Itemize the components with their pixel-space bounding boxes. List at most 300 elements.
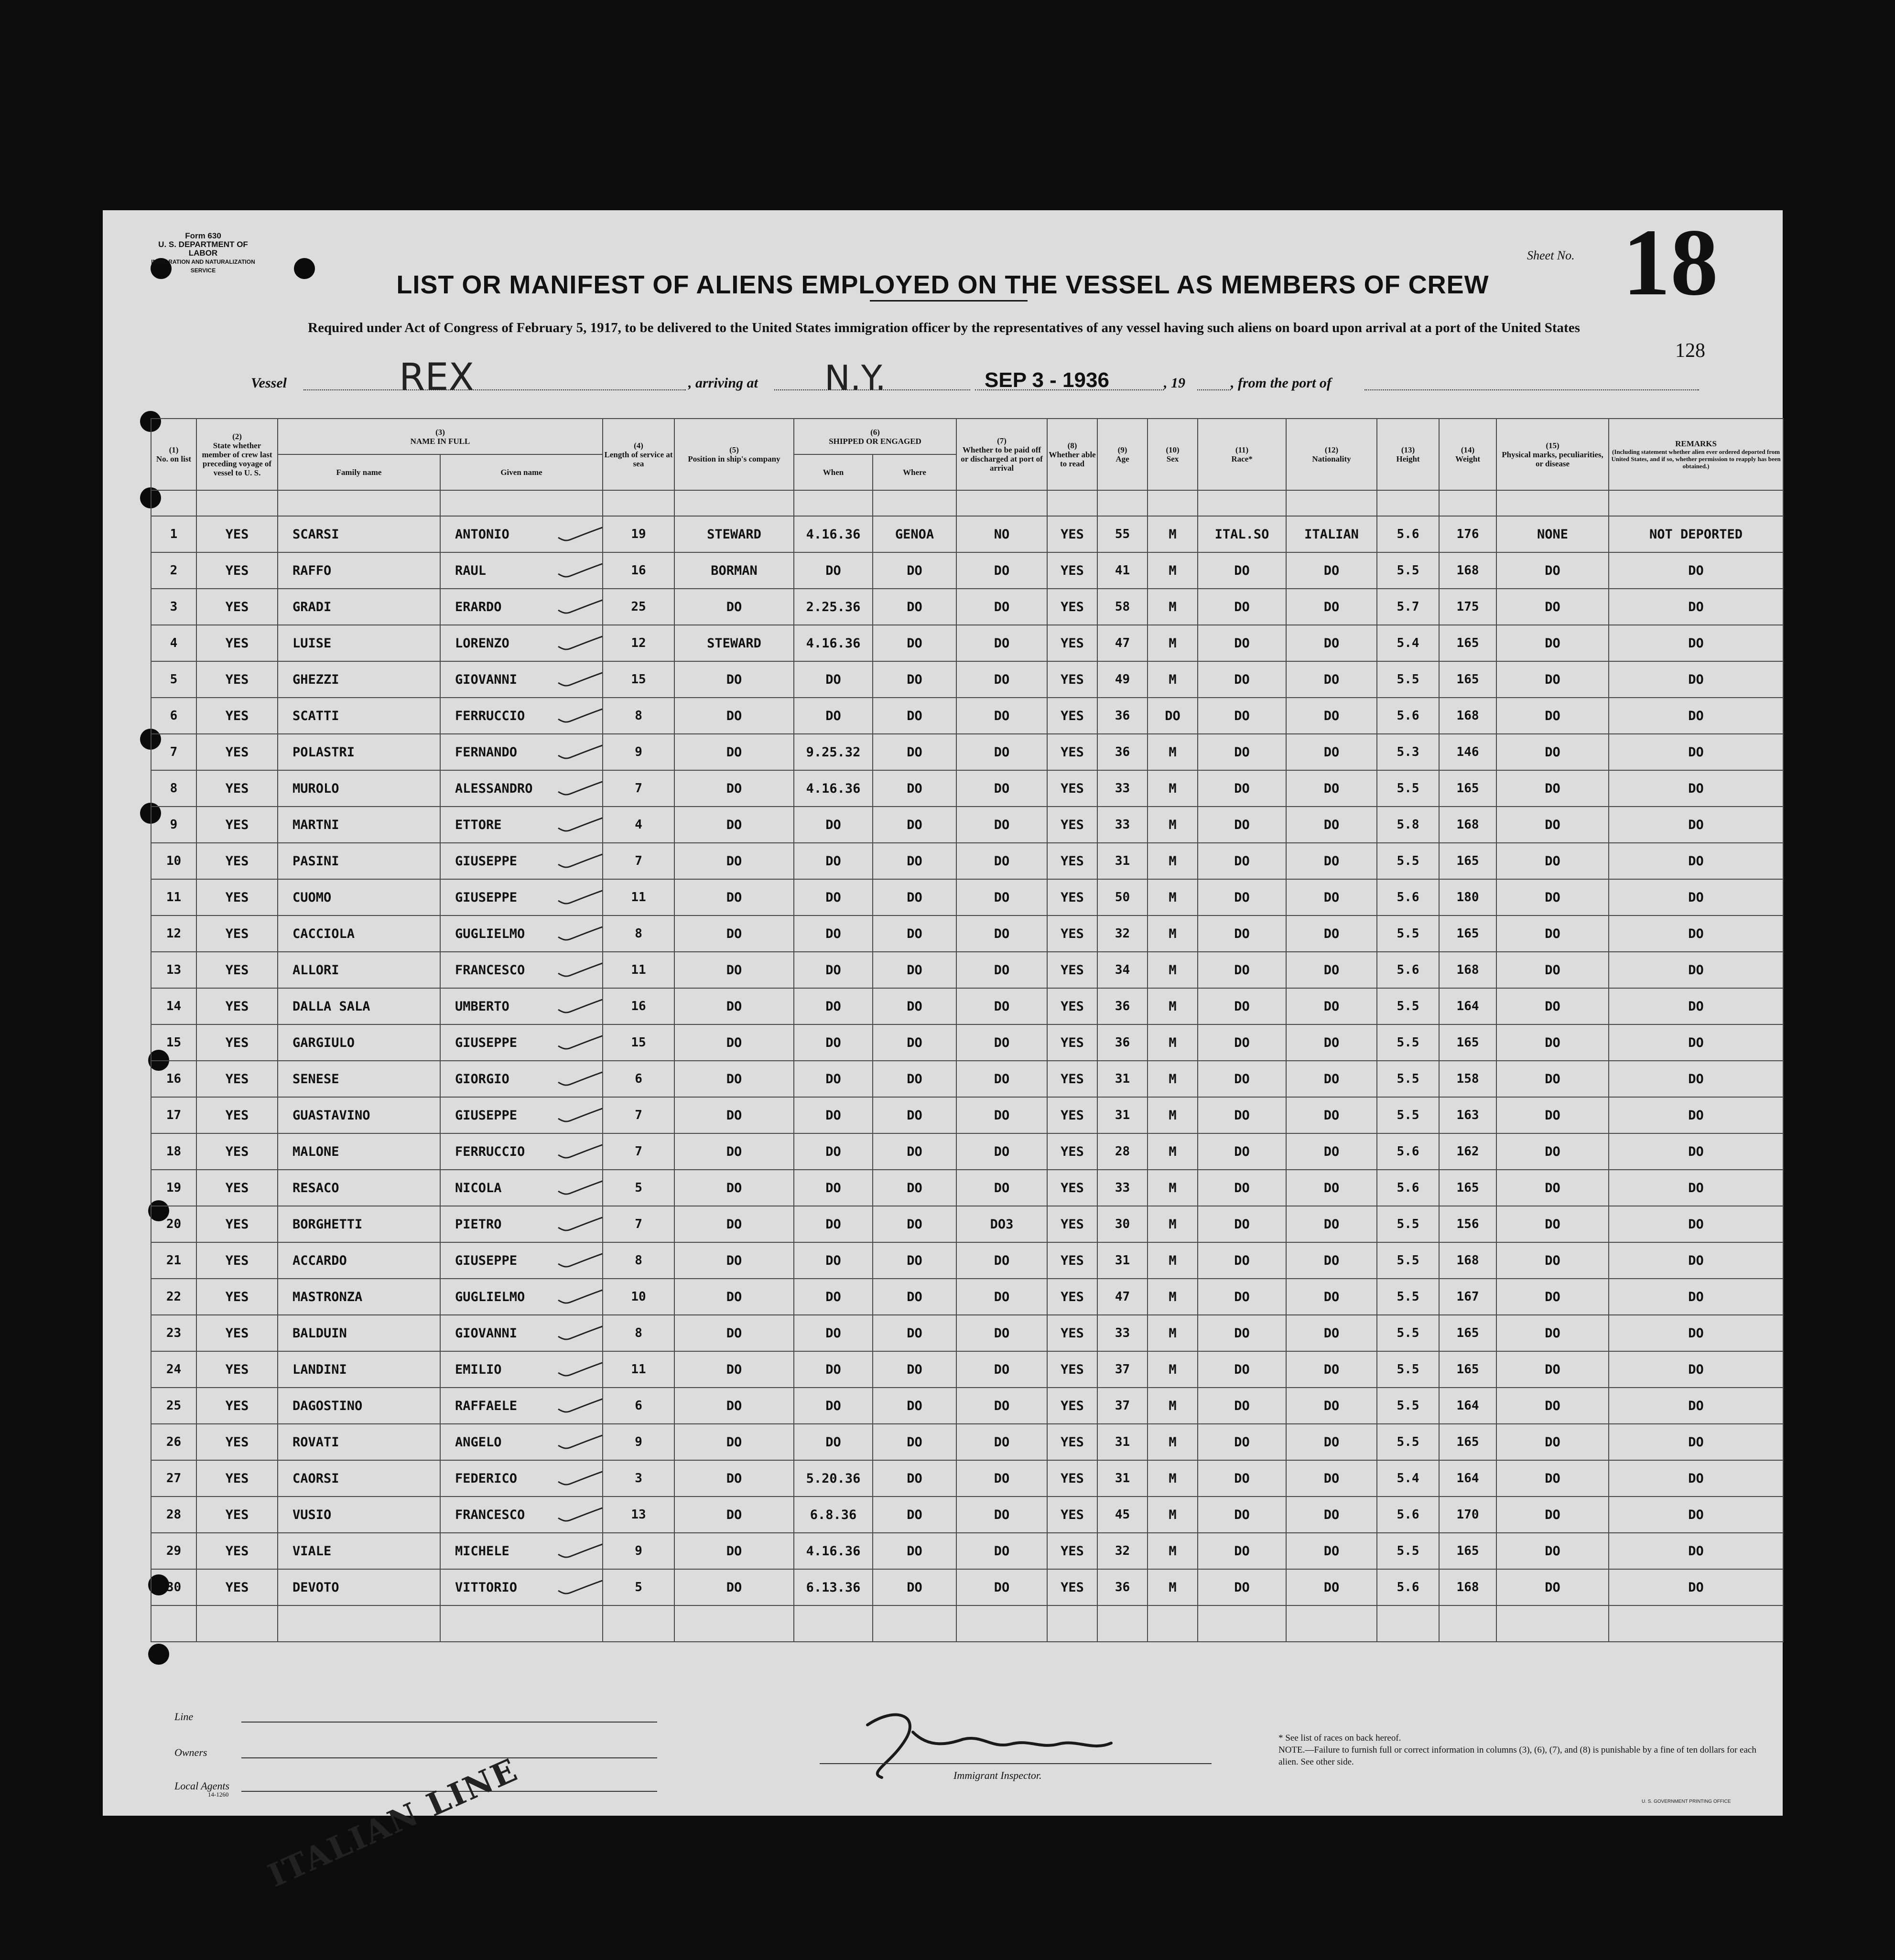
check-mark-icon xyxy=(554,1032,603,1051)
family-name-text: VIALE xyxy=(292,1543,332,1559)
given-name-cell xyxy=(440,625,603,661)
nationality-text: DO xyxy=(1323,744,1340,760)
able-to-read-cell xyxy=(1047,1133,1097,1170)
position-text: DO xyxy=(726,962,742,978)
age-text: 41 xyxy=(1115,563,1130,578)
no-cell xyxy=(151,1388,196,1424)
paid-off-text: DO xyxy=(994,853,1010,869)
crew-row xyxy=(151,1206,1783,1242)
races-note: * See list of races on back hereof. xyxy=(1278,1733,1401,1743)
form-number: Form 630 xyxy=(185,231,221,240)
prev-voyage-cell xyxy=(196,988,278,1024)
family-name-text: DEVOTO xyxy=(292,1580,339,1595)
age-text: 36 xyxy=(1115,1580,1130,1594)
check-mark-icon xyxy=(554,1177,603,1196)
sex-cell xyxy=(1148,1279,1198,1315)
paid-off-cell xyxy=(956,1242,1047,1279)
check-mark-icon xyxy=(554,1467,603,1486)
physical-marks-cell xyxy=(1496,1460,1609,1497)
prev-voyage-text: YES xyxy=(225,672,249,687)
service-cell xyxy=(603,698,674,734)
weight-cell xyxy=(1439,952,1496,988)
remarks-text: DO xyxy=(1688,635,1704,651)
weight-cell xyxy=(1439,1133,1496,1170)
crew-row xyxy=(151,770,1783,807)
given-name-text: GUGLIELMO xyxy=(455,1289,525,1304)
age-cell xyxy=(1097,698,1148,734)
crew-row xyxy=(151,1351,1783,1388)
shipped-when-text: 5.20.36 xyxy=(806,1471,861,1486)
able-to-read-cell xyxy=(1047,1206,1097,1242)
prev-voyage-cell xyxy=(196,589,278,625)
prev-voyage-text: YES xyxy=(225,1580,249,1595)
physical-marks-cell xyxy=(1496,1279,1609,1315)
age-cell xyxy=(1097,1024,1148,1061)
vessel-name: REX xyxy=(399,356,474,399)
family-name-cell xyxy=(278,1061,440,1097)
race-text: DO xyxy=(1234,853,1250,869)
physical-marks-cell xyxy=(1496,988,1609,1024)
check-mark-icon xyxy=(554,560,603,579)
prev-voyage-text: YES xyxy=(225,1180,249,1195)
prev-voyage-cell xyxy=(196,1061,278,1097)
position-cell xyxy=(674,1097,794,1133)
physical-marks-text: DO xyxy=(1545,1071,1560,1087)
no-text: 10 xyxy=(166,854,182,868)
age-cell xyxy=(1097,1170,1148,1206)
able-to-read-cell xyxy=(1047,1279,1097,1315)
physical-marks-cell xyxy=(1496,698,1609,734)
service-text: 11 xyxy=(631,890,646,905)
family-name-text: VUSIO xyxy=(292,1507,332,1522)
given-name-text: LORENZO xyxy=(455,635,509,651)
service-text: 10 xyxy=(631,1290,646,1304)
weight-cell xyxy=(1439,988,1496,1024)
position-cell xyxy=(674,1497,794,1533)
owners-label: Owners xyxy=(174,1746,207,1758)
crew-row xyxy=(151,1097,1783,1133)
shipped-when-text: DO xyxy=(825,1180,841,1195)
prev-voyage-cell xyxy=(196,1242,278,1279)
able-to-read-cell xyxy=(1047,1061,1097,1097)
shipped-where-text: DO xyxy=(907,599,922,614)
shipped-when-cell xyxy=(794,1388,873,1424)
crew-row xyxy=(151,1024,1783,1061)
able-to-read-text: YES xyxy=(1061,1180,1084,1195)
nationality-cell xyxy=(1286,516,1377,552)
given-name-cell xyxy=(440,1170,603,1206)
nationality-text: DO xyxy=(1323,853,1340,869)
physical-marks-text: DO xyxy=(1545,890,1560,905)
nationality-text: ITALIAN xyxy=(1304,527,1359,542)
crew-row xyxy=(151,1388,1783,1424)
able-to-read-text: YES xyxy=(1061,1253,1084,1268)
given-name-cell xyxy=(440,770,603,807)
able-to-read-cell xyxy=(1047,770,1097,807)
agents-code: 14-1260 xyxy=(208,1791,229,1798)
age-cell xyxy=(1097,1133,1148,1170)
age-cell xyxy=(1097,1533,1148,1569)
crew-manifest-table xyxy=(151,418,1784,1642)
height-text: 5.5 xyxy=(1397,563,1419,578)
shipped-where-text: DO xyxy=(907,1180,922,1195)
height-text: 5.6 xyxy=(1397,527,1419,541)
race-cell xyxy=(1198,1388,1286,1424)
shipped-when-text: DO xyxy=(825,1289,841,1304)
no-text: 9 xyxy=(170,818,178,832)
crew-row xyxy=(151,807,1783,843)
nationality-text: DO xyxy=(1323,1398,1340,1413)
age-cell xyxy=(1097,807,1148,843)
given-name-cell xyxy=(440,807,603,843)
arrival-date-stamp: SEP 3 - 1936 xyxy=(985,368,1109,392)
race-text: DO xyxy=(1234,1325,1250,1341)
race-text: DO xyxy=(1234,599,1250,614)
sex-text: M xyxy=(1169,635,1177,651)
weight-text: 170 xyxy=(1456,1508,1479,1522)
family-name-cell xyxy=(278,698,440,734)
physical-marks-cell xyxy=(1496,1133,1609,1170)
paid-off-cell xyxy=(956,1206,1047,1242)
position-cell xyxy=(674,1533,794,1569)
no-text: 11 xyxy=(166,890,182,905)
shipped-where-text: DO xyxy=(907,962,922,978)
weight-text: 168 xyxy=(1456,963,1479,977)
service-cell xyxy=(603,1497,674,1533)
age-cell xyxy=(1097,1242,1148,1279)
family-name-cell xyxy=(278,1097,440,1133)
given-name-cell xyxy=(440,915,603,952)
age-text: 32 xyxy=(1115,1544,1130,1558)
race-text: DO xyxy=(1234,926,1250,941)
height-text: 5.5 xyxy=(1397,1108,1419,1122)
weight-cell xyxy=(1439,1424,1496,1460)
nationality-text: DO xyxy=(1323,781,1340,796)
weight-text: 168 xyxy=(1456,1580,1479,1594)
weight-cell xyxy=(1439,661,1496,698)
family-name-text: CAORSI xyxy=(292,1471,339,1486)
shipped-where-cell xyxy=(873,1569,956,1605)
race-cell xyxy=(1198,1569,1286,1605)
prev-voyage-text: YES xyxy=(225,1253,249,1268)
shipped-when-text: DO xyxy=(825,672,841,687)
race-text: DO xyxy=(1234,1362,1250,1377)
physical-marks-cell xyxy=(1496,1061,1609,1097)
no-cell xyxy=(151,1170,196,1206)
shipped-when-cell xyxy=(794,698,873,734)
service-text: 7 xyxy=(635,1144,642,1159)
able-to-read-cell xyxy=(1047,952,1097,988)
physical-marks-cell xyxy=(1496,734,1609,770)
sex-text: M xyxy=(1169,1507,1177,1522)
shipped-where-text: DO xyxy=(907,1144,922,1159)
shipped-where-text: DO xyxy=(907,890,922,905)
shipped-when-cell xyxy=(794,625,873,661)
race-text: DO xyxy=(1234,1543,1250,1559)
service-text: 9 xyxy=(635,745,642,759)
nationality-cell xyxy=(1286,988,1377,1024)
position-text: STEWARD xyxy=(707,635,761,651)
no-text: 19 xyxy=(166,1181,182,1195)
nationality-cell xyxy=(1286,1279,1377,1315)
paid-off-text: DO xyxy=(994,672,1010,687)
able-to-read-text: YES xyxy=(1061,1108,1084,1123)
prev-voyage-cell xyxy=(196,552,278,589)
prev-voyage-cell xyxy=(196,661,278,698)
sex-cell xyxy=(1148,1206,1198,1242)
no-text: 5 xyxy=(170,672,178,687)
paid-off-text: DO xyxy=(994,890,1010,905)
shipped-when-cell xyxy=(794,1097,873,1133)
family-name-cell xyxy=(278,1533,440,1569)
weight-cell xyxy=(1439,1024,1496,1061)
family-name-text: ROVATI xyxy=(292,1434,339,1450)
crew-row xyxy=(151,1460,1783,1497)
check-mark-icon xyxy=(554,1286,603,1305)
check-mark-icon xyxy=(554,596,603,615)
remarks-text: DO xyxy=(1688,1362,1704,1377)
family-name-cell xyxy=(278,1279,440,1315)
shipped-where-text: DO xyxy=(907,1217,922,1232)
nationality-cell xyxy=(1286,770,1377,807)
italian-line-stamp: ITALIAN LINE xyxy=(262,1751,524,1895)
given-name-cell xyxy=(440,698,603,734)
remarks-cell xyxy=(1609,1061,1783,1097)
given-name-text: RAFFAELE xyxy=(455,1398,518,1413)
able-to-read-cell xyxy=(1047,1242,1097,1279)
height-cell xyxy=(1377,988,1439,1024)
position-cell xyxy=(674,770,794,807)
paid-off-cell xyxy=(956,1315,1047,1351)
footer-notes xyxy=(1278,1732,1756,1768)
position-text: DO xyxy=(726,1362,742,1377)
shipped-where-text: DO xyxy=(907,744,922,760)
no-text: 15 xyxy=(166,1035,182,1050)
given-name-cell xyxy=(440,1569,603,1605)
remarks-cell xyxy=(1609,589,1783,625)
shipped-when-text: DO xyxy=(825,708,841,723)
shipped-when-cell xyxy=(794,1242,873,1279)
position-text: DO xyxy=(726,1580,742,1595)
shipped-where-text: GENOA xyxy=(895,527,934,542)
prev-voyage-cell xyxy=(196,770,278,807)
physical-marks-text: DO xyxy=(1545,1471,1560,1486)
sex-cell xyxy=(1148,1024,1198,1061)
nationality-cell xyxy=(1286,698,1377,734)
position-cell xyxy=(674,1024,794,1061)
physical-marks-cell xyxy=(1496,1097,1609,1133)
race-text: ITAL.SO xyxy=(1214,527,1269,542)
weight-cell xyxy=(1439,915,1496,952)
family-name-text: SENESE xyxy=(292,1071,339,1087)
remarks-cell xyxy=(1609,879,1783,915)
position-text: STEWARD xyxy=(707,527,761,542)
shipped-when-cell xyxy=(794,879,873,915)
nationality-text: DO xyxy=(1323,926,1340,941)
nationality-text: DO xyxy=(1323,1471,1340,1486)
shipped-where-cell xyxy=(873,1388,956,1424)
prev-voyage-text: YES xyxy=(225,781,249,796)
remarks-text: DO xyxy=(1688,1543,1704,1559)
race-text: DO xyxy=(1234,744,1250,760)
sex-text: M xyxy=(1169,599,1177,614)
age-cell xyxy=(1097,589,1148,625)
no-cell xyxy=(151,1424,196,1460)
height-text: 5.5 xyxy=(1397,926,1419,941)
no-text: 20 xyxy=(166,1217,182,1231)
line-label: Line xyxy=(174,1711,194,1723)
age-cell xyxy=(1097,1497,1148,1533)
remarks-text: DO xyxy=(1688,999,1704,1014)
height-cell xyxy=(1377,770,1439,807)
position-text: DO xyxy=(726,890,742,905)
service-text: 19 xyxy=(631,527,646,541)
service-cell xyxy=(603,1206,674,1242)
physical-marks-text: DO xyxy=(1545,926,1560,941)
physical-marks-cell xyxy=(1496,1497,1609,1533)
nationality-text: DO xyxy=(1323,1543,1340,1559)
given-name-cell xyxy=(440,589,603,625)
service-text: 25 xyxy=(631,600,646,614)
sex-cell xyxy=(1148,516,1198,552)
nationality-cell xyxy=(1286,1569,1377,1605)
service-cell xyxy=(603,1133,674,1170)
shipped-when-cell xyxy=(794,552,873,589)
able-to-read-cell xyxy=(1047,698,1097,734)
prev-voyage-text: YES xyxy=(225,1289,249,1304)
able-to-read-cell xyxy=(1047,843,1097,879)
able-to-read-cell xyxy=(1047,879,1097,915)
weight-text: 165 xyxy=(1456,636,1479,650)
empty-row xyxy=(151,1605,1783,1642)
physical-marks-cell xyxy=(1496,952,1609,988)
crew-row xyxy=(151,1133,1783,1170)
position-text: DO xyxy=(726,781,742,796)
nationality-cell xyxy=(1286,625,1377,661)
family-name-text: GUASTAVINO xyxy=(292,1108,370,1123)
physical-marks-text: DO xyxy=(1545,1580,1560,1595)
height-cell xyxy=(1377,1388,1439,1424)
height-cell xyxy=(1377,843,1439,879)
service-cell xyxy=(603,1351,674,1388)
able-to-read-cell xyxy=(1047,734,1097,770)
crew-row xyxy=(151,1242,1783,1279)
remarks-text: DO xyxy=(1688,781,1704,796)
able-to-read-cell xyxy=(1047,988,1097,1024)
col-family-name-header: Family name xyxy=(278,454,440,490)
shipped-where-cell xyxy=(873,915,956,952)
age-cell xyxy=(1097,915,1148,952)
shipped-where-text: DO xyxy=(907,1035,922,1050)
paid-off-cell xyxy=(956,915,1047,952)
position-cell xyxy=(674,1424,794,1460)
prev-voyage-cell xyxy=(196,1351,278,1388)
race-cell xyxy=(1198,1061,1286,1097)
height-cell xyxy=(1377,1460,1439,1497)
given-name-cell xyxy=(440,552,603,589)
document-subtitle: Required under Act of Congress of February 5, 1917, to be delivered to the United States immigration officer by the representatives of any vessel having such aliens on board upon arrival at a port of the United States xyxy=(308,320,1580,335)
height-text: 5.5 xyxy=(1397,672,1419,687)
service-cell xyxy=(603,1533,674,1569)
family-name-cell xyxy=(278,552,440,589)
remarks-cell xyxy=(1609,1024,1783,1061)
family-name-text: SCARSI xyxy=(292,527,339,542)
age-cell xyxy=(1097,1097,1148,1133)
sex-text: M xyxy=(1169,1543,1177,1559)
physical-marks-cell xyxy=(1496,915,1609,952)
nationality-cell xyxy=(1286,952,1377,988)
sex-cell xyxy=(1148,1061,1198,1097)
nationality-text: DO xyxy=(1323,1108,1340,1123)
remarks-cell xyxy=(1609,661,1783,698)
prev-voyage-text: YES xyxy=(225,962,249,978)
height-cell xyxy=(1377,879,1439,915)
able-to-read-text: YES xyxy=(1061,1362,1084,1377)
shipped-where-text: DO xyxy=(907,1289,922,1304)
no-cell xyxy=(151,589,196,625)
paid-off-cell xyxy=(956,1460,1047,1497)
race-cell xyxy=(1198,1497,1286,1533)
family-name-cell xyxy=(278,1569,440,1605)
prev-voyage-cell xyxy=(196,952,278,988)
physical-marks-text: DO xyxy=(1545,1289,1560,1304)
shipped-when-cell xyxy=(794,1279,873,1315)
no-text: 24 xyxy=(166,1362,182,1377)
height-text: 5.5 xyxy=(1397,1072,1419,1086)
sex-text: M xyxy=(1169,1325,1177,1341)
service-text: 8 xyxy=(635,1326,642,1340)
paid-off-cell xyxy=(956,1533,1047,1569)
given-name-text: FRANCESCO xyxy=(455,962,525,978)
nationality-text: DO xyxy=(1323,1289,1340,1304)
race-cell xyxy=(1198,1133,1286,1170)
no-cell xyxy=(151,1315,196,1351)
check-mark-icon xyxy=(554,886,603,905)
physical-marks-cell xyxy=(1496,1424,1609,1460)
age-cell xyxy=(1097,1061,1148,1097)
weight-cell xyxy=(1439,843,1496,879)
remarks-cell xyxy=(1609,1569,1783,1605)
height-cell xyxy=(1377,1569,1439,1605)
weight-cell xyxy=(1439,1061,1496,1097)
paid-off-cell xyxy=(956,552,1047,589)
shipped-when-text: 6.13.36 xyxy=(806,1580,861,1595)
position-text: DO xyxy=(726,1144,742,1159)
arriving-port: N.Y. xyxy=(824,358,887,398)
shipped-where-cell xyxy=(873,1424,956,1460)
height-text: 5.6 xyxy=(1397,1144,1419,1159)
weight-text: 165 xyxy=(1456,926,1479,941)
height-text: 5.5 xyxy=(1397,1290,1419,1304)
age-cell xyxy=(1097,1460,1148,1497)
shipped-where-cell xyxy=(873,879,956,915)
given-name-cell xyxy=(440,1497,603,1533)
given-name-text: MICHELE xyxy=(455,1543,509,1559)
age-text: 36 xyxy=(1115,709,1130,723)
race-text: DO xyxy=(1234,1108,1250,1123)
shipped-where-text: DO xyxy=(907,563,922,578)
physical-marks-text: DO xyxy=(1545,781,1560,796)
able-to-read-cell xyxy=(1047,1424,1097,1460)
prev-voyage-cell xyxy=(196,1133,278,1170)
sex-text: M xyxy=(1169,853,1177,869)
physical-marks-cell xyxy=(1496,1242,1609,1279)
height-cell xyxy=(1377,1133,1439,1170)
shipped-when-cell xyxy=(794,1351,873,1388)
no-text: 22 xyxy=(166,1290,182,1304)
position-cell xyxy=(674,1242,794,1279)
weight-text: 158 xyxy=(1456,1072,1479,1086)
